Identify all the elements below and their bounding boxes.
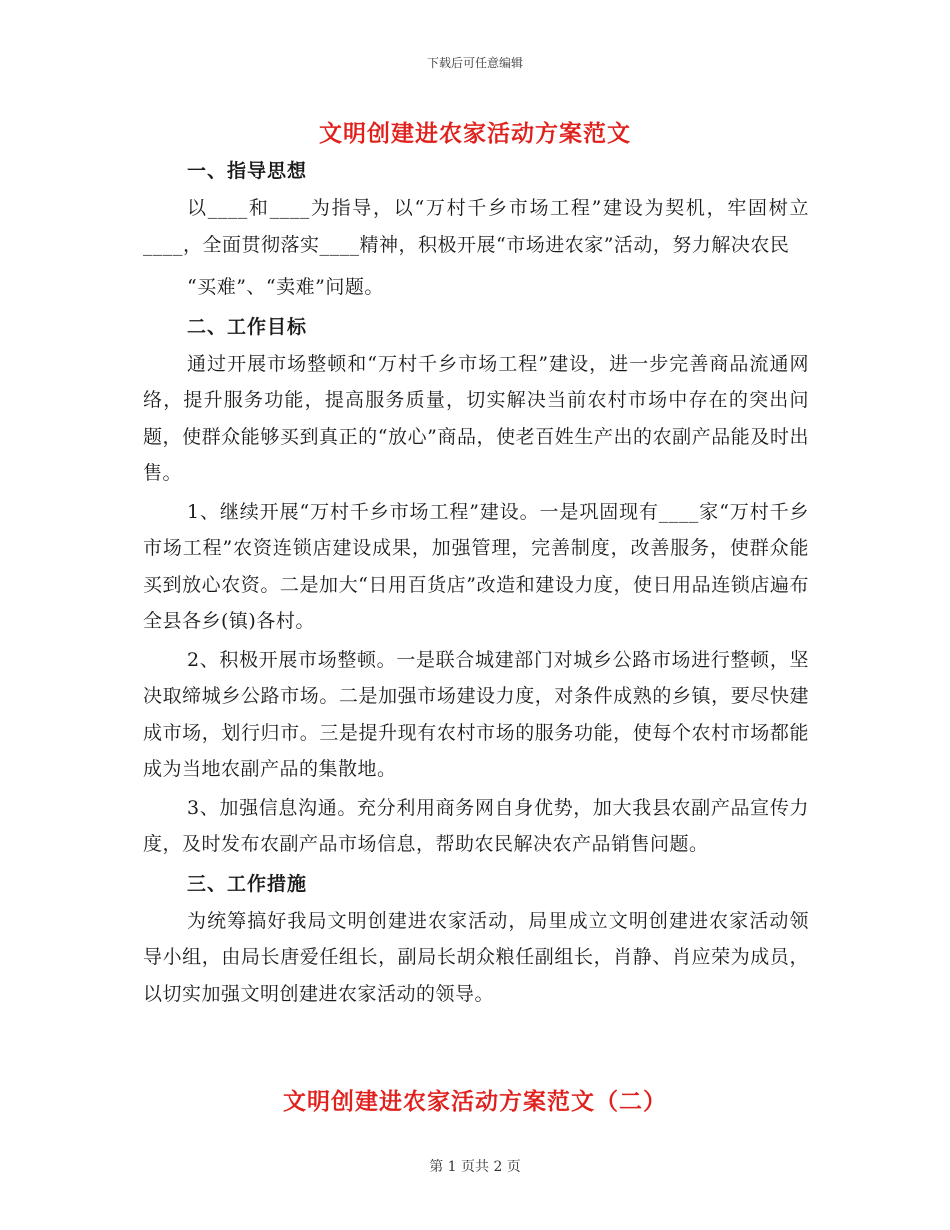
next-document-title: 文明创建进农家活动方案范文（二） <box>283 1088 667 1115</box>
paragraph: 1、继续开展“万村千乡市场工程”建设。一是巩固现有____家“万村千乡市场工程”农资连锁店建设成果，加强管理，完善制度，改善服务，使群众能买到放心农资。二是加大“日用百货店”改造和建设力度，使日用品连锁店遍布全县各乡(镇)各村。 <box>143 500 809 632</box>
section-heading-guiding-ideology: 一、指导思想 <box>187 160 308 182</box>
header-note: 下载后可任意编辑 <box>426 56 523 70</box>
section-heading-work-measures: 三、工作措施 <box>187 872 308 895</box>
paragraph: “买难”、“卖难”问题。 <box>187 276 384 298</box>
page-number: 第 1 页共 2 页 <box>429 1159 521 1175</box>
paragraph: 为统筹搞好我局文明创建进农家活动，局里成立文明创建进农家活动领导小组，由局长唐爱任组长，副局长胡众粮任副组长，肖静、肖应荣为成员，以切实加强文明创建进农家活动的领导。 <box>143 909 809 1005</box>
paragraph: 3、加强信息沟通。充分利用商务网自身优势，加大我县农副产品宣传力度，及时发布农副产品市场信息，帮助农民解决农产品销售问题。 <box>143 796 809 855</box>
document-body <box>143 152 809 1012</box>
section-heading-work-goals: 二、工作目标 <box>187 315 308 338</box>
document-title: 文明创建进农家活动方案范文 <box>319 120 631 147</box>
paragraph: 2、积极开展市场整顿。一是联合城建部门对城乡公路市场进行整顿，坚决取缔城乡公路市场。二是加强市场建设力度，对条件成熟的乡镇，要尽快建成市场，划行归市。三是提升现有农村市场的服务功能，使每个农村市场都能成为当地农副产品的集散地。 <box>143 648 809 780</box>
paragraph: 以____和____为指导，以“万村千乡市场工程”建设为契机，牢固树立____，全面贯彻落实____精神，积极开展“市场进农家”活动，努力解决农民 <box>143 197 809 256</box>
paragraph: 通过开展市场整顿和“万村千乡市场工程”建设，进一步完善商品流通网络，提升服务功能，提高服务质量，切实解决当前农村市场中存在的突出问题，使群众能够买到真正的“放心”商品，使老百姓生产出的农副产品能及时出售。 <box>143 352 809 484</box>
